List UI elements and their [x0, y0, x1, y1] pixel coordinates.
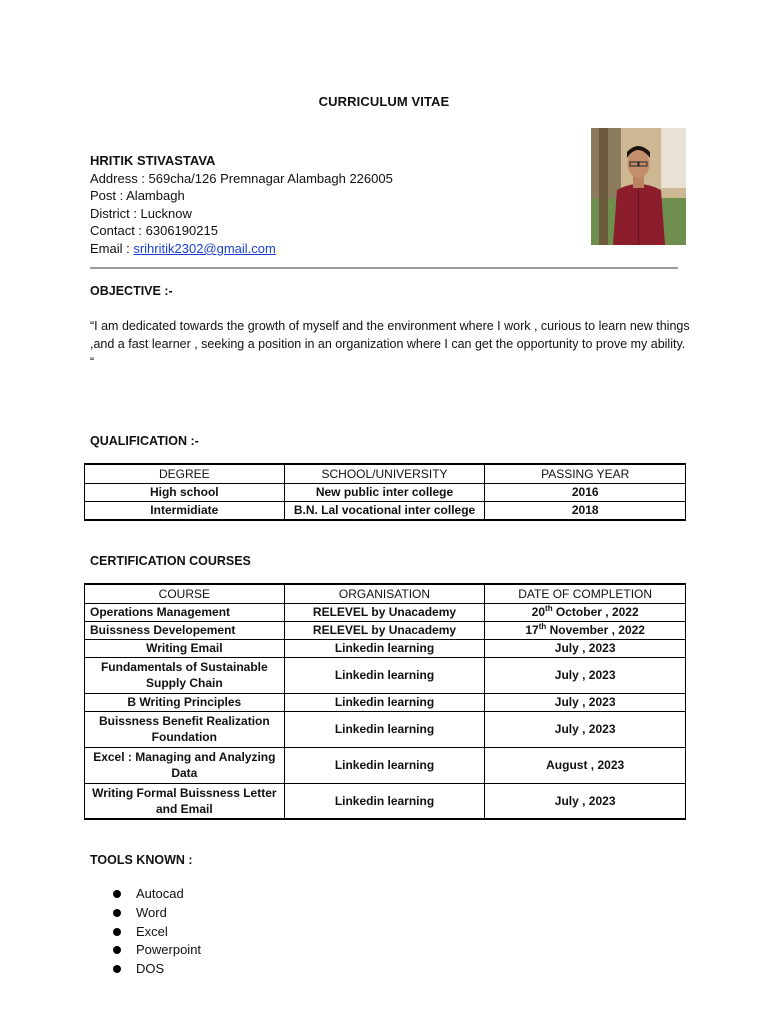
- list-item: [113, 885, 201, 904]
- email-link[interactable]: srihritik2302@gmail.com: [133, 240, 276, 256]
- table-cell: [485, 621, 686, 639]
- table-row: [85, 501, 686, 520]
- table-cell: July , 2023: [485, 639, 686, 657]
- qualification-heading: QUALIFICATION :-: [90, 434, 199, 448]
- tools-list: [113, 885, 201, 979]
- table-row: [85, 711, 686, 747]
- table-row: [85, 639, 686, 657]
- list-item: [113, 960, 201, 979]
- tool-label: Word: [136, 904, 167, 920]
- table-cell: Linkedin learning: [284, 693, 485, 711]
- bullet-icon: [113, 909, 121, 917]
- table-cell: Linkedin learning: [284, 747, 485, 783]
- tool-label: Powerpoint: [136, 942, 202, 958]
- document-title: CURRICULUM VITAE: [318, 94, 450, 109]
- table-header-cell: SCHOOL/UNIVERSITY: [284, 464, 485, 483]
- post-line: Post : Alambagh: [90, 188, 185, 204]
- table-row: [85, 783, 686, 819]
- table-row: [85, 657, 686, 693]
- table-row: [85, 693, 686, 711]
- table-cell: [485, 603, 686, 621]
- table-cell: B Writing Principles: [85, 693, 285, 711]
- table-cell: Linkedin learning: [284, 657, 485, 693]
- table-cell: Excel : Managing and Analyzing Data: [85, 747, 285, 783]
- date-suffix: th: [545, 604, 553, 613]
- objective-heading: OBJECTIVE :-: [90, 284, 173, 298]
- table-header-row: [85, 464, 686, 483]
- profile-photo-image: [591, 128, 686, 245]
- table-cell: Buissness Developement: [85, 621, 285, 639]
- certification-table: [84, 583, 686, 820]
- tool-label: DOS: [136, 961, 165, 977]
- table-cell: B.N. Lal vocational inter college: [284, 501, 485, 520]
- date-day: 20: [531, 605, 546, 619]
- table-cell: July , 2023: [485, 693, 686, 711]
- contact-block: [90, 152, 393, 258]
- table-cell: Fundamentals of Sustainable Supply Chain: [85, 657, 285, 693]
- email-line: [90, 240, 393, 258]
- table-cell: High school: [85, 483, 285, 501]
- table-cell: Buissness Benefit Realization Foundation: [85, 711, 285, 747]
- email-label: Email :: [90, 240, 134, 256]
- tool-label: Autocad: [136, 886, 184, 901]
- table-cell: 2018: [485, 501, 686, 520]
- table-cell: Linkedin learning: [284, 783, 485, 819]
- table-row: [85, 483, 686, 501]
- table-cell: New public inter college: [284, 483, 485, 501]
- table-cell: July , 2023: [485, 711, 686, 747]
- objective-text: “I am dedicated towards the growth of myself and the environment where I work , curious to learn new things ,and a fast learner , seeking a position in an organization where I can get the opportunity to prove my ability. “: [90, 319, 690, 369]
- certification-heading: CERTIFICATION COURSES: [90, 554, 251, 568]
- list-item: [113, 904, 201, 923]
- table-cell: Writing Formal Buissness Letter and Email: [85, 783, 285, 819]
- date-rest: October , 2022: [552, 605, 639, 619]
- profile-photo: [591, 128, 686, 245]
- table-cell: July , 2023: [485, 657, 686, 693]
- table-cell: August , 2023: [485, 747, 686, 783]
- table-header-cell: PASSING YEAR: [485, 464, 686, 483]
- table-row: [85, 747, 686, 783]
- contact-line: Contact : 6306190215: [90, 223, 218, 239]
- table-header-cell: ORGANISATION: [284, 584, 485, 603]
- date-rest: November , 2022: [546, 623, 645, 637]
- table-cell: Writing Email: [85, 639, 285, 657]
- district-line: District : Lucknow: [90, 205, 192, 221]
- table-header-cell: DATE OF COMPLETION: [485, 584, 686, 603]
- table-header-cell: COURSE: [85, 584, 285, 603]
- bullet-icon: [113, 965, 121, 973]
- header-divider: [90, 267, 678, 269]
- list-item: [113, 923, 201, 942]
- candidate-name: HRITIK STIVASTAVA: [90, 153, 216, 168]
- table-cell: RELEVEL by Unacademy: [284, 603, 485, 621]
- table-header-cell: DEGREE: [85, 464, 285, 483]
- list-item: [113, 941, 201, 960]
- table-cell: RELEVEL by Unacademy: [284, 621, 485, 639]
- table-header-row: [85, 584, 686, 603]
- date-suffix: th: [538, 622, 547, 631]
- table-cell: Linkedin learning: [284, 711, 485, 747]
- table-row: [85, 603, 686, 621]
- table-cell: Linkedin learning: [284, 639, 485, 657]
- bullet-icon: [113, 890, 121, 898]
- tools-heading: TOOLS KNOWN :: [90, 853, 193, 867]
- table-cell: Operations Management: [85, 603, 285, 621]
- table-cell: Intermidiate: [85, 501, 285, 520]
- tool-label: Excel: [136, 923, 168, 939]
- bullet-icon: [113, 928, 121, 936]
- date-day: 17: [525, 623, 539, 637]
- qualification-table: [84, 463, 686, 521]
- address-line: Address : 569cha/126 Premnagar Alambagh 226005: [90, 170, 393, 186]
- table-cell: 2016: [485, 483, 686, 501]
- table-row: [85, 621, 686, 639]
- bullet-icon: [113, 946, 121, 954]
- table-cell: July , 2023: [485, 783, 686, 819]
